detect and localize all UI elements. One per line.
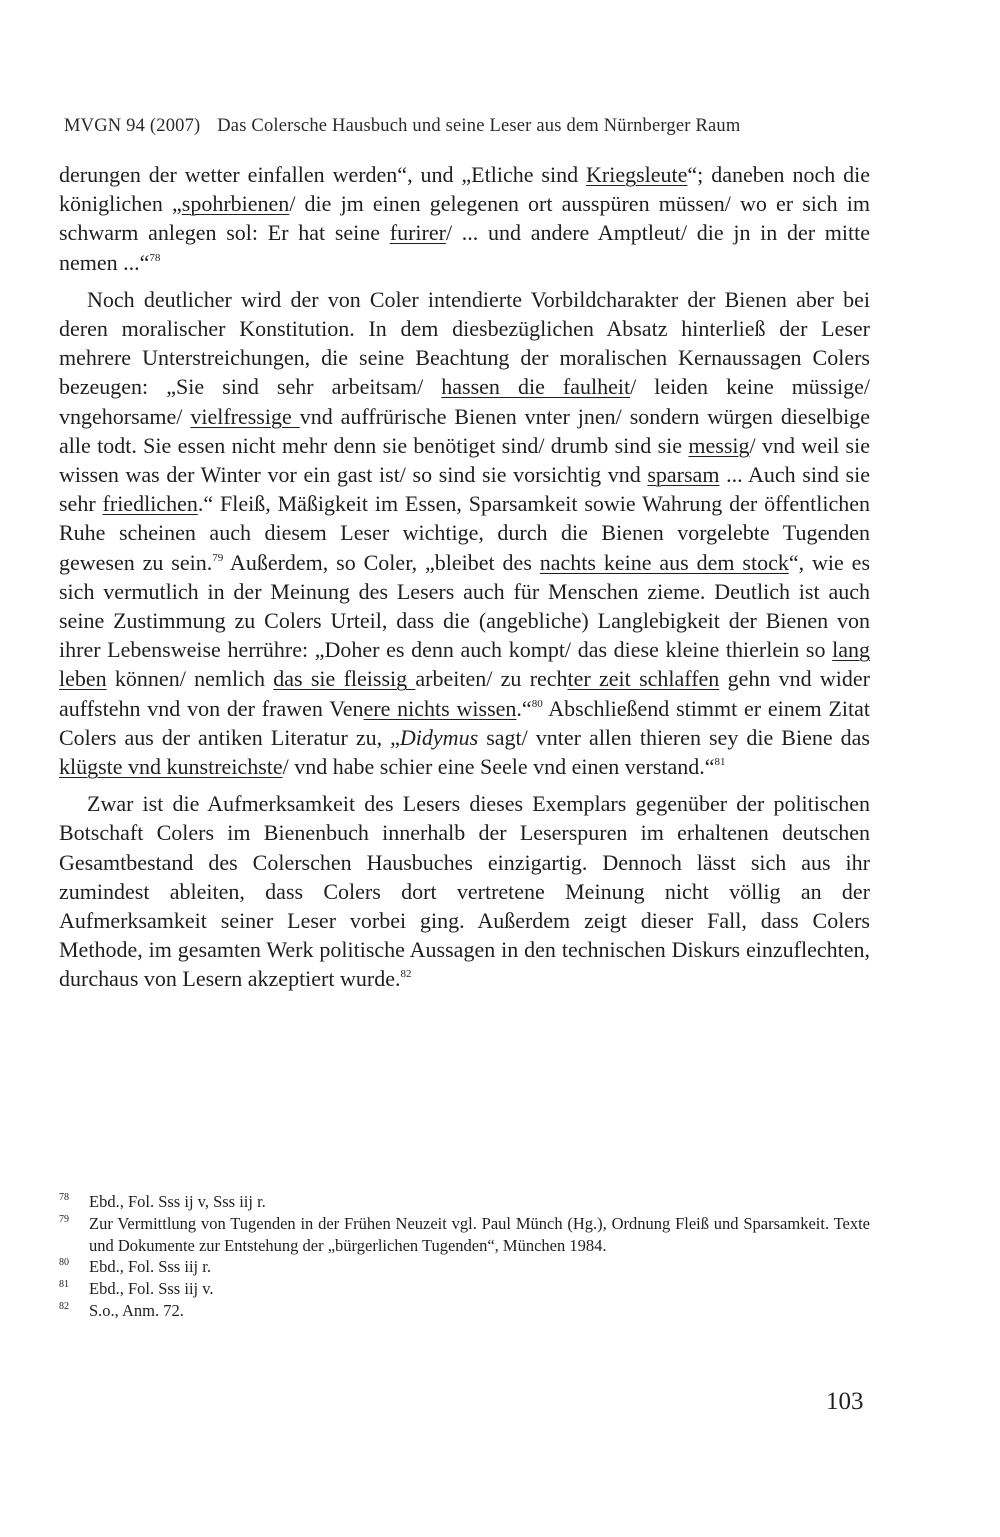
text-run: können/ nemlich xyxy=(106,666,274,692)
running-header xyxy=(64,116,874,137)
footnote-text: Ebd., Fol. Sss iij v. xyxy=(89,1279,214,1299)
underlined-text: hassen die faulheit xyxy=(441,374,631,400)
footnote-number: 78 xyxy=(59,1192,69,1203)
text-run: .“ xyxy=(516,695,532,721)
footnote-number: 79 xyxy=(59,1213,69,1225)
text-run: Abschließend stimmt er einem Zitat Colers aus der antiken Literatur zu, „ xyxy=(59,695,871,750)
underlined-text: Kriegsleute xyxy=(586,162,688,187)
text-run: .“ Fleiß, Mäßigkeit im Essen, Sparsamkeit sowie Wahrung der öffentlichen Ruhe scheinen auch diesem Leser wichtige, durch die Bienen vorgelebte Tugenden gewesen zu sein. xyxy=(59,491,870,575)
footnote-reference: 81 xyxy=(714,756,726,769)
text-run: Noch deutlicher wird der von Coler intendierte Vorbildcharakter der Bienen aber bei deren moralischer Konstitution. In dem diesbezüglichen Absatz hinterließ der Leser mehrere Unterstreichungen, die seine Beachtung der moralischen Kernaussagen Colers bezeugen: „Sie sind sehr arbeitsam/ xyxy=(59,286,870,400)
text-run: / vnd habe schier eine Seele vnd einen verstand.“ xyxy=(282,754,715,780)
footnote xyxy=(59,1300,870,1322)
footnote-reference: 80 xyxy=(531,697,543,710)
footnote-text: Ebd., Fol. Sss ij v, Sss iij r. xyxy=(89,1192,266,1211)
footnote-number: 81 xyxy=(59,1279,69,1291)
text-run: Zwar ist die Aufmerksamkeit des Lesers dieses Exemplars gegenüber der politischen Botschaft Colers im Bienenbuch innerhalb der Leserspuren im erhaltenen deutschen Gesamtbestand des Colerschen Hausbuches einzigartig. Dennoch lässt sich aus ihr zumindest ableiten, dass Colers dort vertretene Meinung nicht völlig an der Aufmerksamkeit seiner Leser vorbei ging. Außerdem zeigt dieser Fall, dass Colers Methode, im gesamten Werk politische Aussagen in den technischen Diskurs einzuflechten, durchaus von Lesern akzeptiert wurde. xyxy=(59,791,870,992)
text-run: arbeiten/ zu rech xyxy=(415,666,568,692)
underlined-text: das sie fleissig xyxy=(273,666,416,692)
paragraph xyxy=(59,160,870,277)
article-title: Das Colersche Hausbuch und seine Leser aus dem Nürnberger Raum xyxy=(217,116,741,136)
footnote xyxy=(59,1213,870,1257)
journal-reference: MVGN 94 (2007) xyxy=(64,116,201,136)
footnote-reference: 79 xyxy=(212,551,224,564)
footnotes xyxy=(59,1191,870,1322)
text-run: gehn vnd wider auffstehn vnd von der frawen Ven xyxy=(59,666,870,721)
underlined-text: lang leben xyxy=(59,637,870,692)
underlined-text: messig xyxy=(688,432,750,458)
underlined-text: sparsam xyxy=(647,462,720,488)
underlined-text: vielfressige xyxy=(190,403,300,429)
underlined-text: klügste vnd kunstreichste xyxy=(59,754,283,780)
text-run: derungen der wetter einfallen werden“, und „Etliche sind xyxy=(59,162,587,187)
footnote-reference: 78 xyxy=(149,251,161,264)
footnote xyxy=(59,1278,870,1300)
text-run: ... Auch sind sie sehr xyxy=(59,462,870,517)
text-run: “, wie es sich vermutlich in der Meinung des Lesers auch für Menschen zieme. Deutlich ist auch seine Zustimmung zu Colers Urteil, dass die (angebliche) Langlebigkeit der Bienen von ihrer Lebensweise herrühre: „Doher es denn auch kompt/ das diese kleine thierlein so xyxy=(59,549,871,663)
footnote-number: 82 xyxy=(59,1300,69,1312)
underlined-text: ter zeit schlaffen xyxy=(567,666,720,692)
paragraph xyxy=(59,285,870,781)
footnote-text: Ebd., Fol. Sss iij r. xyxy=(89,1257,211,1277)
italic-text: Didymus xyxy=(399,724,479,750)
underlined-text: furirer xyxy=(389,220,446,246)
text-run: / vnd weil sie wissen was der Winter vor ein gast ist/ so sind sie vorsichtig vnd xyxy=(59,432,870,488)
footnote xyxy=(59,1191,870,1213)
underlined-text: friedlichen xyxy=(102,491,198,517)
footnote-text: S.o., Anm. 72. xyxy=(89,1300,184,1320)
footnote-reference: 82 xyxy=(400,968,412,981)
paragraph xyxy=(59,789,870,993)
text-run: / die jm einen gelegenen ort ausspüren müssen/ wo er sich im schwarm anlegen sol: Er hat seine xyxy=(59,191,870,246)
underlined-text: nachts keine aus dem stock xyxy=(539,549,789,575)
body-text xyxy=(59,160,870,994)
text-run: vnd auffrürische Bienen vnter jnen/ sondern würgen dieselbige alle todt. Sie essen nicht mehr denn sie benötiget sind/ drumb sind sie xyxy=(59,403,871,458)
underlined-text: ere nichts wissen xyxy=(363,695,517,721)
footnote-text: Zur Vermittlung von Tugenden in der Frühen Neuzeit vgl. Paul Münch (Hg.), Ordnung Fleiß und Sparsamkeit. Texte und Dokumente zur Entstehung der „bürgerlichen Tugenden“, München 1984. xyxy=(89,1213,870,1255)
text-run: / leiden keine müssige/ vngehorsame/ xyxy=(59,374,870,429)
page-number: 103 xyxy=(826,1388,864,1415)
text-run: Außerdem, so Coler, „bleibet des xyxy=(223,549,540,575)
underlined-text: spohrbienen xyxy=(181,191,290,217)
text-run: “; daneben noch die königlichen „ xyxy=(59,162,871,217)
footnote xyxy=(59,1256,870,1278)
footnote-number: 80 xyxy=(59,1257,69,1269)
text-run: sagt/ vnter allen thieren sey die Biene das xyxy=(478,724,870,750)
text-run: / ... und andere Amptleut/ die jn in der mitte nemen ...“ xyxy=(59,220,870,275)
